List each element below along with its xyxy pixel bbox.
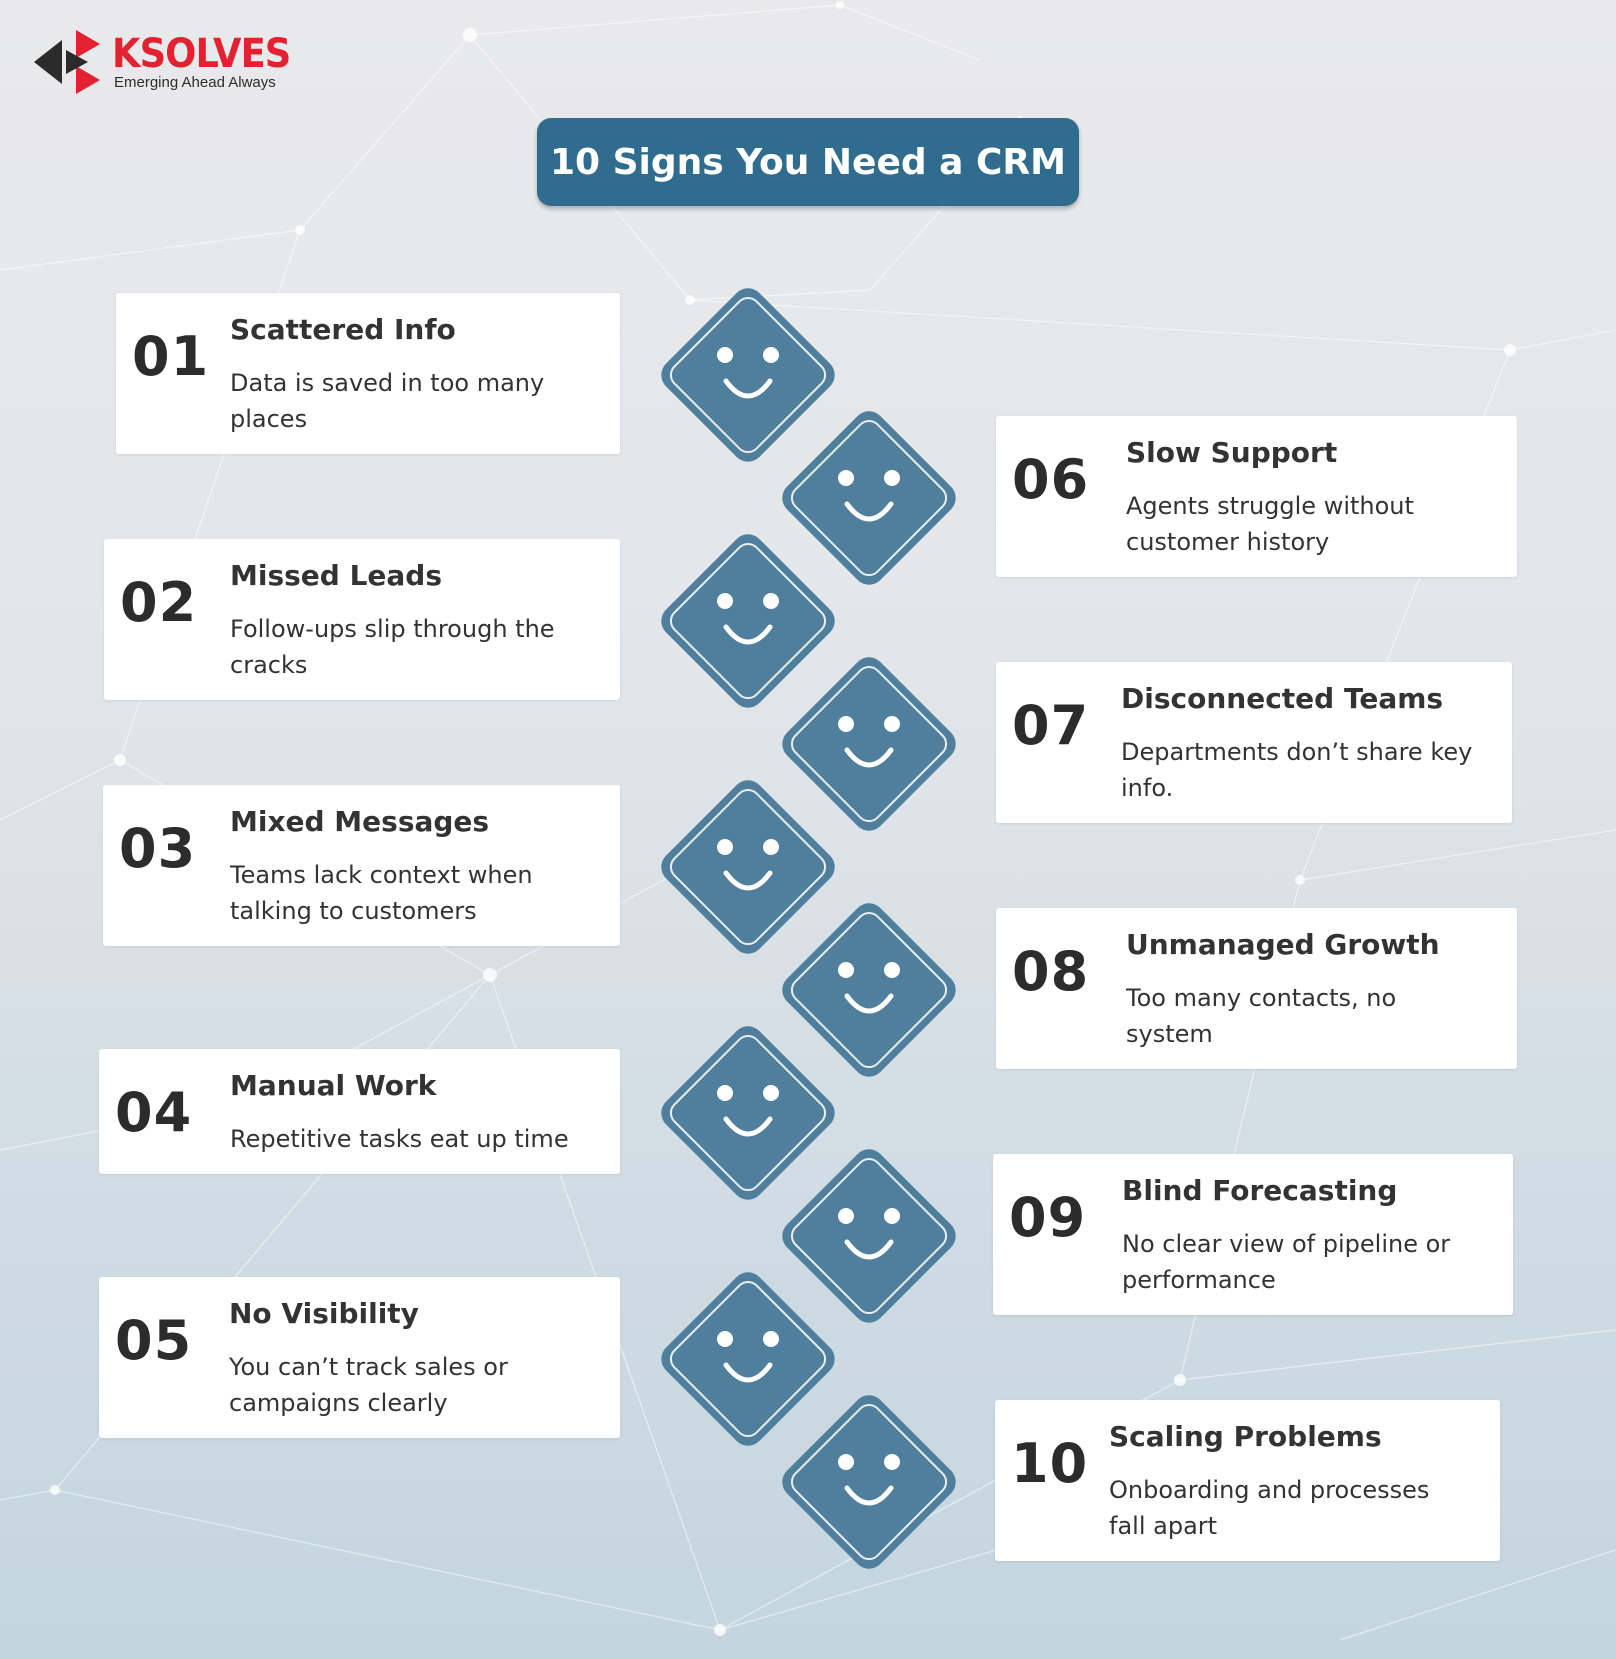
sign-number: 01 — [132, 325, 210, 388]
sign-description: Too many contacts, no system — [1126, 984, 1397, 1048]
logo-name: KSOLVES — [112, 31, 291, 77]
sign-description: Teams lack context when talking to customers — [230, 861, 533, 925]
sign-title: Blind Forecasting — [1122, 1174, 1398, 1207]
sign-number: 06 — [1012, 448, 1090, 511]
sign-number: 05 — [115, 1309, 193, 1372]
sign-title: Manual Work — [230, 1069, 437, 1102]
sign-card-03 — [103, 785, 620, 946]
sign-card-05 — [99, 1277, 620, 1438]
logo-tagline: Emerging Ahead Always — [114, 74, 276, 91]
sign-title: Unmanaged Growth — [1126, 928, 1440, 961]
sign-number: 10 — [1011, 1432, 1089, 1495]
sign-number: 04 — [115, 1081, 193, 1144]
sign-card-04 — [99, 1049, 620, 1174]
sign-number: 02 — [120, 571, 198, 634]
sign-number: 08 — [1012, 940, 1090, 1003]
sign-description: No clear view of pipeline or performance — [1122, 1230, 1451, 1294]
sign-card-06 — [996, 416, 1517, 577]
sign-card-10 — [995, 1400, 1500, 1561]
sign-card-01 — [116, 293, 620, 454]
sign-title: No Visibility — [229, 1297, 419, 1330]
page-title: 10 Signs You Need a CRM — [537, 118, 1079, 206]
smiley-face-icon — [765, 1378, 973, 1586]
sign-description: Departments don’t share key info. — [1121, 738, 1473, 802]
sign-description: Onboarding and processes fall apart — [1109, 1476, 1430, 1540]
sign-number: 07 — [1012, 694, 1090, 757]
sign-description: Follow-ups slip through the cracks — [230, 615, 555, 679]
sign-card-09 — [993, 1154, 1513, 1315]
sign-description: Repetitive tasks eat up time — [230, 1125, 569, 1153]
ksolves-logo-mark-icon — [34, 30, 100, 94]
sign-description: Agents struggle without customer history — [1126, 492, 1414, 556]
sign-description: You can’t track sales or campaigns clearly — [229, 1353, 508, 1417]
sign-number: 09 — [1009, 1186, 1087, 1249]
sign-description: Data is saved in too many places — [230, 369, 545, 433]
sign-card-02 — [104, 539, 620, 700]
sign-title: Mixed Messages — [230, 805, 490, 838]
sign-title: Scaling Problems — [1109, 1420, 1382, 1453]
sign-number: 03 — [119, 817, 197, 880]
sign-card-07 — [996, 662, 1512, 823]
sign-title: Missed Leads — [230, 559, 443, 592]
ksolves-logo — [34, 30, 291, 94]
sign-title: Disconnected Teams — [1121, 682, 1444, 715]
sign-card-08 — [996, 908, 1517, 1069]
sign-title: Scattered Info — [230, 313, 456, 346]
sign-title: Slow Support — [1126, 436, 1338, 469]
